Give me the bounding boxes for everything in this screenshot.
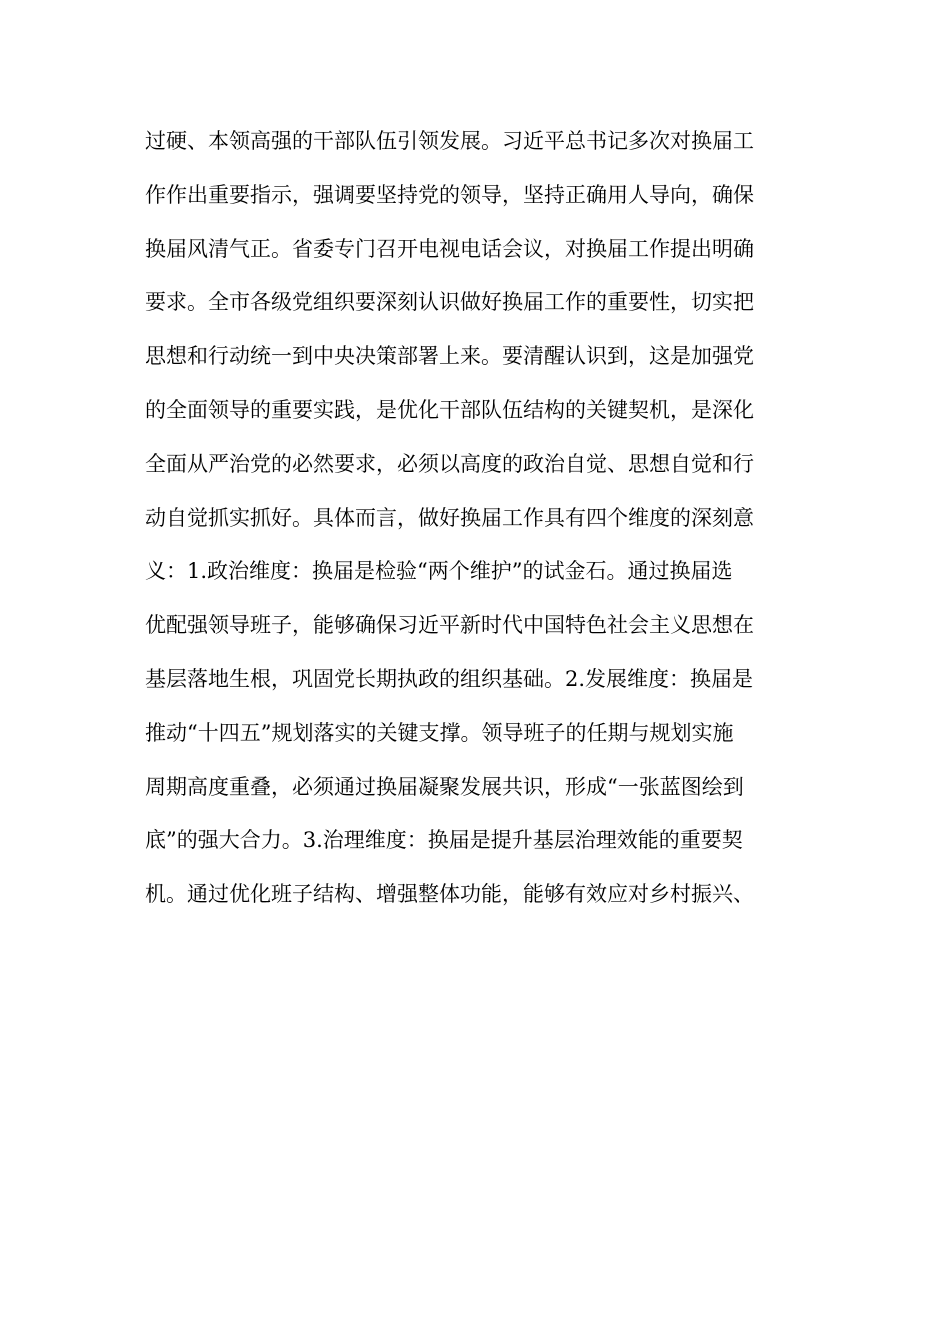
text-line: 换届风清气正。省委专门召开电视电话会议，对换届工作提出明确: [145, 236, 754, 261]
text-line: 基层落地生根，巩固党长期执政的组织基础。2.发展维度：换届是: [145, 666, 754, 691]
text-line: 要求。全市各级党组织要深刻认识做好换届工作的重要性，切实把: [145, 290, 754, 315]
text-line: 机。通过优化班子结构、增强整体功能，能够有效应对乡村振兴、: [145, 882, 754, 907]
text-line: 周期高度重叠，必须通过换届凝聚发展共识，形成“一张蓝图绘到: [145, 774, 744, 799]
text-line: 优配强领导班子，能够确保习近平新时代中国特色社会主义思想在: [145, 613, 754, 638]
body-text: [145, 119, 807, 926]
text-line: 推动“十四五”规划落实的关键支撑。领导班子的任期与规划实施: [145, 720, 734, 745]
text-line: 思想和行动统一到中央决策部署上来。要清醒认识到，这是加强党: [145, 344, 754, 369]
text-line: 的全面领导的重要实践，是优化干部队伍结构的关键契机，是深化: [145, 397, 754, 422]
text-line: 全面从严治党的必然要求，必须以高度的政治自觉、思想自觉和行: [145, 451, 754, 476]
text-line: 过硬、本领高强的干部队伍引领发展。习近平总书记多次对换届工: [145, 129, 754, 153]
text-line: 义：1.政治维度：换届是检验“两个维护”的试金石。通过换届选: [145, 559, 733, 584]
text-line: 底”的强大合力。3.治理维度：换届是提升基层治理效能的重要契: [145, 828, 743, 853]
text-line: 作作出重要指示，强调要坚持党的领导，坚持正确用人导向，确保: [145, 182, 754, 207]
text-line: 动自觉抓实抓好。具体而言，做好换届工作具有四个维度的深刻意: [145, 505, 754, 530]
